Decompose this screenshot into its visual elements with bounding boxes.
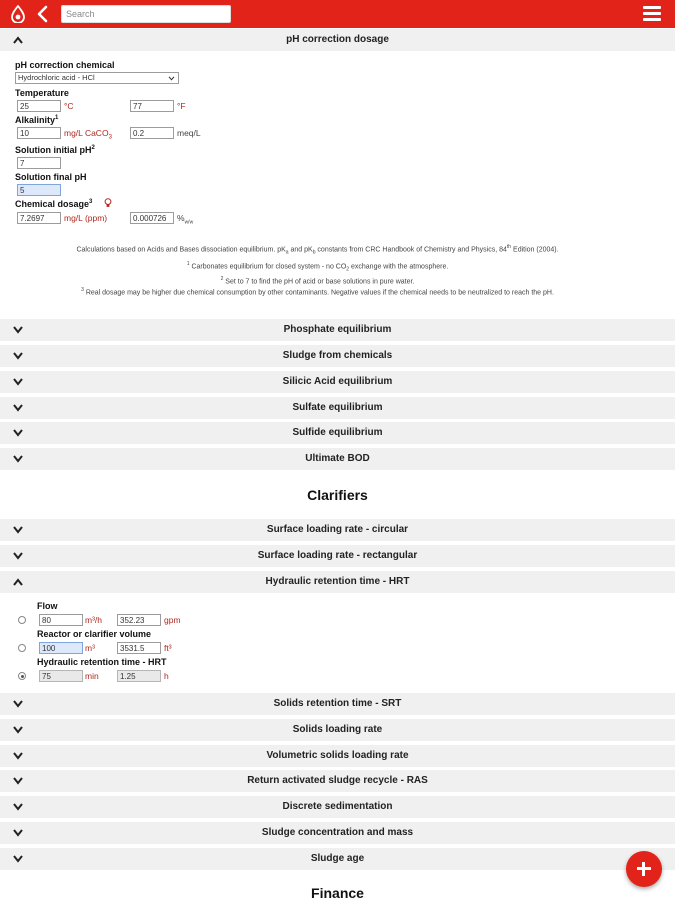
initial-ph-input[interactable] <box>17 157 61 169</box>
temperature-f-unit: °F <box>177 101 186 111</box>
lightbulb-icon[interactable] <box>104 198 112 208</box>
temperature-c-input[interactable] <box>17 100 61 112</box>
accordion-surface-loading-circular[interactable] <box>0 519 675 541</box>
accordion-discrete-sedimentation[interactable] <box>0 796 675 818</box>
temperature-label: Temperature <box>15 88 69 98</box>
dosage-mg-unit: mg/L (ppm) <box>64 213 108 223</box>
alkalinity-meq-input[interactable] <box>130 127 174 139</box>
hrt-h-input[interactable] <box>117 670 161 682</box>
accordion-solids-retention-time[interactable] <box>0 693 675 715</box>
top-app-bar <box>0 0 675 28</box>
flow-gpm-unit: gpm <box>164 615 181 625</box>
accordion-title: Sulfide equilibrium <box>292 427 383 438</box>
hrt-label: Hydraulic retention time - HRT <box>37 657 167 667</box>
hrt-min-unit: min <box>85 671 99 681</box>
accordion-title: Hydraulic retention time - HRT <box>265 576 410 587</box>
dosage-label: Chemical dosage$^3$ <box>15 199 93 209</box>
volume-radio[interactable] <box>18 644 26 652</box>
accordion-phosphate-equilibrium[interactable] <box>0 319 675 341</box>
accordion-title: Surface loading rate - rectangular <box>257 550 418 561</box>
accordion-title: pH correction dosage <box>286 34 389 45</box>
flow-gpm-input[interactable] <box>117 614 161 626</box>
accordion-ph-correction[interactable] <box>0 29 675 51</box>
accordion-title: Solids retention time - SRT <box>273 698 402 709</box>
accordion-title: Silicic Acid equilibrium <box>282 376 393 387</box>
flow-radio[interactable] <box>18 616 26 624</box>
hamburger-menu-icon[interactable] <box>643 6 661 22</box>
accordion-title: Solids loading rate <box>292 724 383 735</box>
accordion-silicic-acid-equilibrium[interactable] <box>0 371 675 393</box>
accordion-title: Phosphate equilibrium <box>283 324 392 335</box>
water-drop-logo-icon[interactable] <box>10 5 26 23</box>
dosage-mg-input[interactable] <box>17 212 61 224</box>
back-arrow-icon[interactable] <box>36 5 50 23</box>
accordion-title: Sludge age <box>310 853 365 864</box>
hrt-min-input[interactable] <box>39 670 83 682</box>
accordion-sludge-concentration[interactable] <box>0 822 675 844</box>
volume-m3-unit: m³ <box>85 643 95 653</box>
footnote-calculations: Calculations based on Acids and Bases dissociation equilibrium. $pK_a$ and $pK_b$ constants from CRC Handbook of Chemistry and Physics, 84th Edition (2004). <box>76 244 559 256</box>
alkalinity-meq-unit: meq/L <box>177 128 201 138</box>
hrt-h-unit: h <box>164 671 169 681</box>
accordion-title: Sludge from chemicals <box>282 350 393 361</box>
temperature-c-unit: °C <box>64 101 74 111</box>
accordion-sulfide-equilibrium[interactable] <box>0 422 675 444</box>
volume-label: Reactor or clarifier volume <box>37 629 152 639</box>
accordion-title: Volumetric solids loading rate <box>266 750 409 761</box>
accordion-ultimate-bod[interactable] <box>0 448 675 470</box>
flow-m3h-unit: m³/h <box>85 615 102 625</box>
alkalinity-label: Alkalinity$^1$ <box>15 115 59 125</box>
dropdown-arrow-icon <box>168 76 175 81</box>
accordion-sludge-from-chemicals[interactable] <box>0 345 675 367</box>
flow-label: Flow <box>37 601 58 611</box>
add-fab-button[interactable] <box>626 851 662 887</box>
footnote-2: $^2$ Set to 7 to find the pH of acid or base solutions in pure water. <box>220 276 415 286</box>
accordion-ras[interactable] <box>0 770 675 792</box>
footnote-3: $^3$ Real dosage may be higher due chemical consumption by other contaminants. Negative values if the chemical needs to be neutralized to reach the pH. <box>81 287 554 297</box>
accordion-title: Ultimate BOD <box>305 453 370 464</box>
final-ph-label: Solution final pH <box>15 172 87 182</box>
flow-m3h-input[interactable] <box>39 614 83 626</box>
chemical-label: pH correction chemical <box>15 60 115 70</box>
hrt-radio[interactable] <box>18 672 26 680</box>
search-input[interactable] <box>61 5 231 23</box>
accordion-title: Sludge concentration and mass <box>261 827 414 838</box>
accordion-sludge-age[interactable] <box>0 848 675 870</box>
volume-ft3-input[interactable] <box>117 642 161 654</box>
section-title-finance: Finance <box>311 885 364 900</box>
accordion-surface-loading-rectangular[interactable] <box>0 545 675 567</box>
alkalinity-mg-input[interactable] <box>17 127 61 139</box>
chemical-select[interactable] <box>15 72 179 84</box>
volume-ft3-unit: ft³ <box>164 643 172 653</box>
accordion-volumetric-solids-loading[interactable] <box>0 745 675 767</box>
chemical-select-value: Hydrochloric acid - HCl <box>18 73 95 82</box>
section-title-clarifiers: Clarifiers <box>307 487 368 503</box>
final-ph-input[interactable] <box>17 184 61 196</box>
accordion-title: Sulfate equilibrium <box>292 402 383 413</box>
accordion-sulfate-equilibrium[interactable] <box>0 397 675 419</box>
initial-ph-label: Solution initial $pH^2$ <box>15 145 95 155</box>
footnote-1: $^1$ Carbonates equilibrium for closed system - no $CO_2$ exchange with the atmosphere. <box>186 261 449 273</box>
accordion-title: Discrete sedimentation <box>282 801 393 812</box>
accordion-solids-loading-rate[interactable] <box>0 719 675 741</box>
alkalinity-mg-unit: mg/L CaCO$_3$ <box>64 128 112 141</box>
temperature-f-input[interactable] <box>130 100 174 112</box>
dosage-pct-unit: $\%_{w/w}$ <box>177 213 194 226</box>
accordion-hydraulic-retention-time[interactable] <box>0 571 675 593</box>
volume-m3-input[interactable] <box>39 642 83 654</box>
accordion-title: Surface loading rate - circular <box>266 524 409 535</box>
dosage-pct-input[interactable] <box>130 212 174 224</box>
accordion-title: Return activated sludge recycle - RAS <box>247 775 428 786</box>
